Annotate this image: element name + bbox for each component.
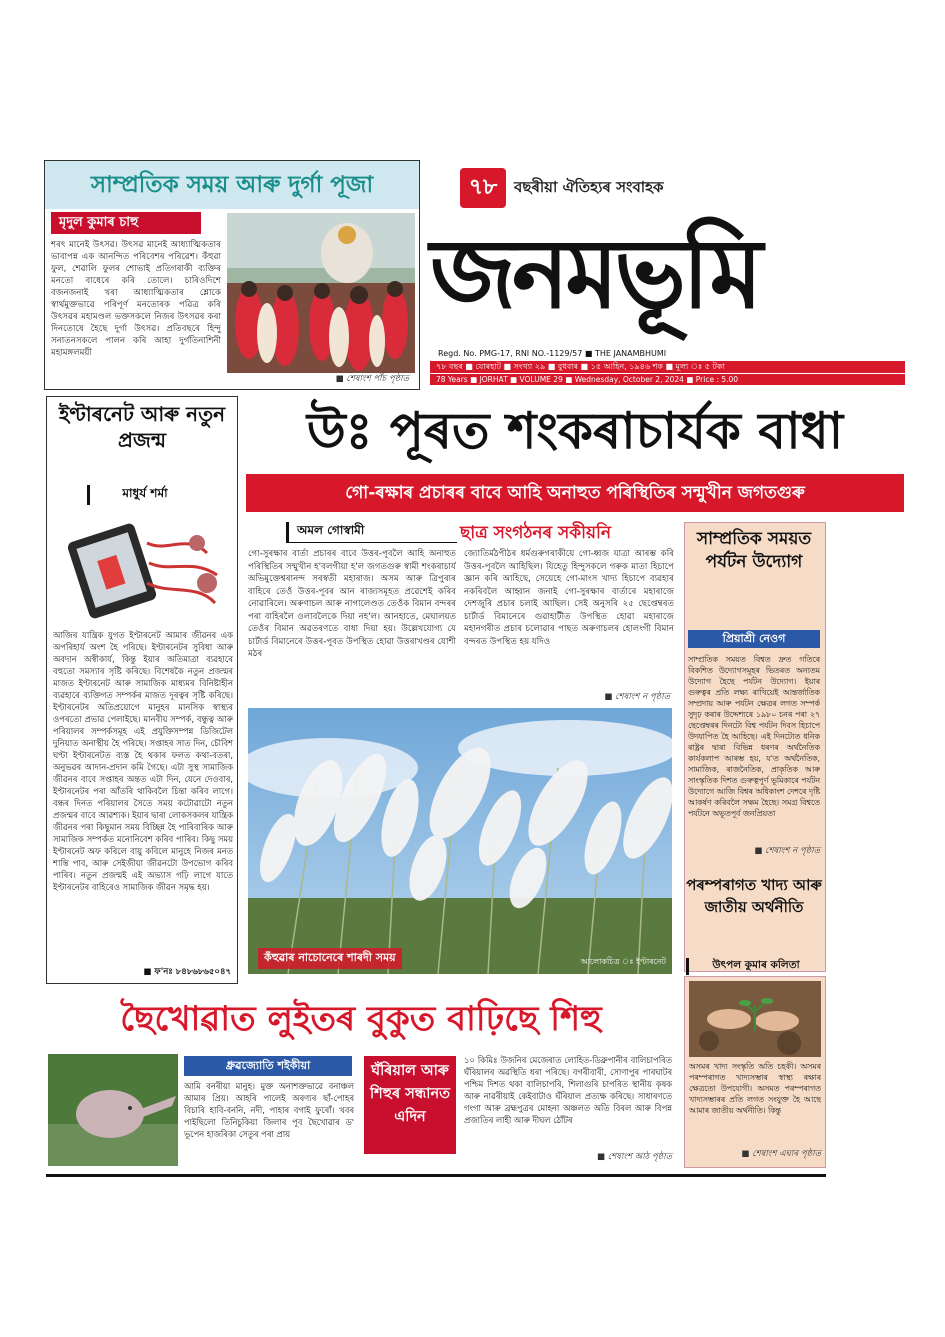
masthead-info-as: ৭৮ বছৰ ■ যোৰহাট ■ সংখ্যা ২৯ ■ বুধবাৰ ■ ১৫ আহিন, ১৯৪৬ শক ■ মূল্য ঃ ৫ টকা: [430, 361, 905, 373]
anniversary-badge: ৭৮: [460, 168, 506, 208]
masthead-tagline: বছৰীয়া ঐতিহ্যৰ সংবাহক: [514, 178, 664, 196]
kash-flower-photo: [248, 708, 672, 974]
masthead-regd: Regd. No. PMG-17, RNI NO.-1129/57 ■ THE JANAMBHUMI: [438, 349, 667, 358]
kash-photo-caption: কঁহুৱাৰ নাচোনেৰে শাৰদী সময়: [258, 948, 402, 969]
tourism-continued: ■ শেষাংশ ন পৃষ্ঠাত: [754, 846, 820, 856]
bottom-rule: [46, 1174, 826, 1177]
food-headline: পৰম্পৰাগত খাদ্য আৰু জাতীয় অৰ্থনীতি: [686, 876, 822, 916]
right-column: [684, 522, 824, 970]
food-article: [684, 976, 826, 1168]
dolphin-body: আমি বনৰীয়া মানুহ। মুক্ত অনাশক্তভাৱে বনাঞ্চল আমাৰ প্ৰিয়। আহৰি পালেই অৰণ্যৰ ছাঁ-পোহৰ বিচাৰি হাবি-বননি, নদী, পাহাৰ বগাই ফুৰোঁ। খবৰ পাইছিলো তিনিচুকিয়া জিলাৰ পূব ছৈখোৱাৰ ড' ভূপেন হাজৰিকা সেতুৰ পৰা প্ৰায়: [184, 1081, 354, 1139]
lead-author: অমল গোস্বামী: [286, 522, 457, 543]
kash-photo-frame: [248, 708, 672, 974]
food-body: অসমৰ খাদ্য সংস্কৃতি অতি চহকী। অসমৰ পৰম্পৰাগত খাদ্যসম্ভাৰ স্বাস্থ্য ৰক্ষাৰ ক্ষেত্ৰতো উপযোগী। অসমত পৰম্পৰাগত খাদ্যসম্ভাৰৰ প্ৰতি লগত সংযুক্ত হৈ আছে আমাৰ জাতীয় অৰ্থনীতি। কিন্তু: [689, 1062, 821, 1115]
lead-headline: উঃ পূৰত শংকৰাচাৰ্যক বাধা: [306, 402, 844, 460]
dolphin-author: ধ্ৰুৱজ্যোতি শইকীয়া: [184, 1056, 352, 1076]
internet-phone: ■ ফ'নঃ ৮৪৮৬৮৬৫০৪৭: [143, 967, 231, 977]
hands-planting-photo: [689, 981, 821, 1057]
food-continued: ■ শেষাংশ এঘাৰ পৃষ্ঠাত: [741, 1149, 821, 1159]
lead-column-1: গো-সুৰক্ষাৰ বাৰ্তা প্ৰচাৰৰ বাবে উত্তৰ-পূবলৈ আহি অনাহুত পৰিস্থিতিৰ সন্মুখীন হ'বলগীয়া হ'ল জগতগুৰু স্বামী শংকৰাচাৰ্য অভিমুক্তেশ্বৰানন্দ সৰস্বতী মহাৰাজ। অসম আৰু ত্ৰিপুৰাৰ বাহিৰে তেওঁ উত্তৰ-পূবৰ আন ৰাজ্যসমূহত প্ৰৱেশেই কৰিব নোৱাৰিলে। অৰুণাচল আৰু নাগালেণ্ডত তেওঁক বিমান বন্দৰৰ পৰা বাহিৰলৈ ওলাবলৈকে দিয়া নহ'ল। আনহাতে, মেঘালয়ত তেওঁৰ বিমান অৱতৰণতে বাধা দিয়া হয়। উল্লেখযোগ্য যে চাৰ্টাৰ্ড বিমানেৰে উত্তৰ-পূবত উপস্থিত হোৱা উত্তৰাখণ্ডৰ যোশী মঠৰ: [248, 549, 456, 659]
promo-durga-headline: সাম্প্ৰতিক সময় আৰু দুৰ্গা পূজা: [45, 161, 419, 209]
tourism-body: সাম্প্ৰতিক সময়ত বিশ্বত দ্ৰুত গতিৰে বিকশিত উদ্যোগসমূহৰ ভিতৰত অন্যতম উদ্যোগ হৈছে পৰ্যটন উদ্যোগ। ইয়াৰ গুৰুত্বৰ প্ৰতি লক্ষ্য ৰাখিয়েই আন্তৰ্জাতিক সম্প্ৰদায় আৰু পৰ্যটন ক্ষেত্ৰৰ লগত সম্পৰ্ক সুদৃঢ় কৰাৰ উদ্দেশ্যৰে ১৯৮০ চনৰ পৰা ২৭ ছেপ্তেম্বৰৰ দিনটো বিশ্ব পৰ্যটন দিবস হিচাপে উদযাপিত হৈ আহিছে। এই দিনটোত ধনিক ৰাষ্ট্ৰৰ দ্বাৰা বিভিন্ন ধৰণৰ অৰ্থনৈতিক কাৰ্যকলাপ আৰম্ভ হয়, য'ত অৰ্থনৈতিক, সামাজিক, ৰাজনৈতিক, প্ৰাকৃতিক আৰু সাংস্কৃতিক দিশত গুৰুত্বপূৰ্ণ ভূমিকাৰে পৰ্যটন উদ্যোগে আজি বিশ্বৰ অধিকাংশ দেশৰে দৃষ্টি আকৰ্ষণ কৰিবলৈ সক্ষম হৈছে। সমগ্ৰ বিশ্বতে পৰ্যটনে অভূতপূৰ্ব জনপ্ৰিয়তা: [688, 655, 820, 818]
gharial-box: ঘঁৰিয়াল আৰু শিহুৰ সন্ধানত এদিন: [364, 1056, 456, 1154]
phone-illustration: [57, 513, 227, 623]
lead-column-2: জ্যোতিৰ্মঠপীঠৰ ধৰ্মগুৰুগৰাকীয়ে গো-ধ্বজ যাত্ৰা আৰম্ভ কৰি উত্তৰ-পূবলৈ আহিছিল। যিহেতু হিন্দুসকলে গৰুক মাতা হিচাপে জ্ঞান কৰি আহিছে, সেয়েহে গো-মাংস খাদ্য হিচাপে ব্যৱহাৰ নকৰিবলৈ আহ্বান জনাই গো-সুৰক্ষাৰ বাৰ্তাৰে মহাৰাজে দেশজুৰি প্ৰচাৰ চলাই আছিল। সেই অনুসৰি ২৫ ছেপ্তেম্বৰত চাৰ্টাৰ্ড বিমানেৰে গুৱাহাটীত উপস্থিত হোৱা মহাৰাজে মহানগৰীত প্ৰচাৰ চলোৱাৰ পাছত অৰুণাচলৰ হোলংগী বিমান বন্দৰত উপস্থিত হয় যদিও: [464, 549, 674, 647]
promo-durga-box: [44, 160, 420, 390]
durga-crowd-photo: [227, 213, 415, 373]
tourism-headline: সাম্প্ৰতিক সময়ত পৰ্যটন উদ্যোগ: [696, 529, 812, 572]
dolphin-headline: ছৈখোৱাত লুইতৰ বুকুত বাঢ়িছে শিহু: [120, 999, 602, 1039]
masthead-info-en: 78 Years ■ JORHAT ■ VOLUME 29 ■ Wednesday, October 2, 2024 ■ Price : 5.00: [430, 374, 905, 385]
food-author: উৎপল কুমাৰ কলিতা: [686, 958, 823, 975]
promo-durga-author: মৃদুল কুমাৰ চাহু: [51, 212, 201, 234]
promo-durga-continued: ■ শেষাংশ পাঁচ পৃষ্ঠাত: [335, 374, 409, 384]
internet-article: [46, 396, 238, 984]
river-dolphin-photo: [48, 1054, 178, 1166]
gharial-body: ১০ কিমিঃ উজনিৰ মেজেৰাত লোহিত-ডিব্ৰুপানীৰ বালিচাপৰিত ঘঁৰিয়ালৰ অৱস্থিতি ধৰা পৰিছে। বগৰীবাৰী, সোণাপুৰ পাৰঘাটৰ পশ্চিম দিশত থকা বালিচাপৰি, শিলাগুৰি চাপৰিত স্থানীয় কৃষক আৰু নাৱৰীয়াই কেইবাটাও ঘঁৰিয়াল প্ৰত্যক্ষ কৰিছে। সাধাৰণতে গংগা আৰু ব্ৰহ্মপুত্ৰৰ মোহনা অঞ্চলত অতি বিৰল আৰু বিপন্ন প্ৰজাতিৰ লাহী আৰু দীঘল ঠোঁটৰ: [464, 1055, 672, 1125]
internet-body: আজিৰ যান্ত্ৰিক যুগত ইণ্টাৰনেট আমাৰ জীৱনৰ এক অপৰিহাৰ্য অংশ হৈ পৰিছে। ইণ্টাৰনেটৰ সুবিধা আৰু অবদান অস্বীকাৰ্য, কিন্তু ইয়াৰ অতিমাত্ৰা ব্যৱহাৰে বহুতো সমস্যাৰ সৃষ্টি কৰিছে। বিশেষকৈ নতুন প্ৰজন্মৰ মাজত ইণ্টাৰনেট আৰু সামাজিক মাধ্যমৰ বিনিষ্টাহীন ব্যৱহাৰে ব্যক্তিগত সম্পৰ্কৰ মাজত দূৰত্বৰ সৃষ্টি কৰিছে। ইণ্টাৰনেটৰ অতিপ্ৰয়োগে মানুহৰ মানসিক স্বাস্থ্যৰ ওপৰতো প্ৰভাৱ পেলাইছে। মানবীয় সম্পৰ্ক, বন্ধুত্ব আৰু পৰিয়ালৰ সম্পৰ্কসমূহ এই প্ৰযুক্তিসম্পন্ন ডিজিটেল দুনিয়াত অনাস্থীয় হৈ পৰিছে। সপ্তাহৰ সাত দিন, চৌবিশ ঘণ্টা ইণ্টাৰনেটত ব্যস্ত হৈ থকাৰ ফলত কথা-বতৰা, অনুভৱৰ আদান-প্ৰদান কমি গৈছে। এটা সুস্থ সামাজিক জীৱনৰ বাবে সপ্তাহৰ অন্তত এটা দিন, যেনে দেওবাৰ, ইণ্টাৰনেটৰ পৰা আঁতৰি থাকিবলৈ চিন্তা কৰিব লাগে। বন্ধৰ দিনত পৰিয়ালৰ সৈতে সময় কটোৱাটো নতুন প্ৰজন্মৰ বাবে আৱশ্যক। ইয়াৰ দ্বাৰা লোকসকলৰ যান্ত্ৰিক জীৱনৰ পৰা কিছুমান সময় বিচ্ছিন্ন হৈ পাৰিবাৰিক আৰু সামাজিক সম্পৰ্কত মনোনিবেশ কৰিব পাৰিব। কিছু সময় ইণ্টাৰনেট অফ কৰিলে বায়ু কবিলে মানুহে নিজৰ মনত শান্তি পাব, আৰু সেইজীয়া জীৱনটো উপভোগ কৰিব পাৰিব। নতুন প্ৰজন্মই এই অভ্যাস গঢ়ি লাগে যাতে ইণ্টাৰনেটৰ বাহিৰেও সামাজিক জীৱন সমৃদ্ধ হয়।: [53, 630, 233, 892]
gharial-continued: ■ শেষাংশ আঠ পৃষ্ঠাত: [596, 1152, 672, 1162]
lead-subhead: গো-ৰক্ষাৰ প্ৰচাৰৰ বাবে আহি অনাহুত পৰিস্থিতিৰ সন্মুখীন জগতগুৰু: [246, 474, 904, 512]
kash-photo-credit: আলোকচিত্ৰ ঃ ইণ্টাৰনেট: [580, 957, 666, 966]
tourism-author: প্ৰিয়াশ্ৰী নেওগ: [688, 630, 820, 648]
student-headline: ছাত্ৰ সংগঠনৰ সকীয়নি: [460, 523, 612, 543]
masthead: [430, 160, 905, 385]
dolphin-article: [46, 988, 676, 1166]
promo-durga-body: শৰৎ মানেই উৎসৱ। উৎসৱ মানেই আধ্যাত্মিকতাৰ ভাবাপন্ন এক আনন্দিত পৰিবেশৰ পৰিৱেশ। কঁহুৱা ফুল, শেৱালি ফুলৰ শোভাই প্ৰতিগৰাকী ব্যক্তিৰ মনতো বাধেৰে কৰি তোলে। চাৰিওদিশে বজনজনাই খৰা আধ্যাত্মিকতাৰ শ্লোকে স্বাৰ্থমুক্তভাৱে পৰিপূৰ্ণ মনতোৰক পৱিত্ৰ কৰি উৎসৱৰ মহামণ্ডল ভক্তসকলে নিজৰ উৎসৱৰ কৰা দিনতোষে হৈছে দুৰ্গা উৎসৱ। প্ৰতিবছৰে হিন্দু সনাতনসকলে পালন কৰি আহা দুৰ্গতিনাশিনী মহামঙ্গলময়ী: [51, 240, 221, 358]
internet-author: মাধুৰ্য শৰ্মা: [87, 485, 200, 505]
lead-continued: ■ শেষাংশ ন পৃষ্ঠাত: [604, 692, 670, 702]
internet-headline: ইণ্টাৰনেট আৰু নতুন প্ৰজন্ম: [58, 402, 226, 452]
masthead-nameplate: জনমভূমি: [430, 218, 759, 330]
